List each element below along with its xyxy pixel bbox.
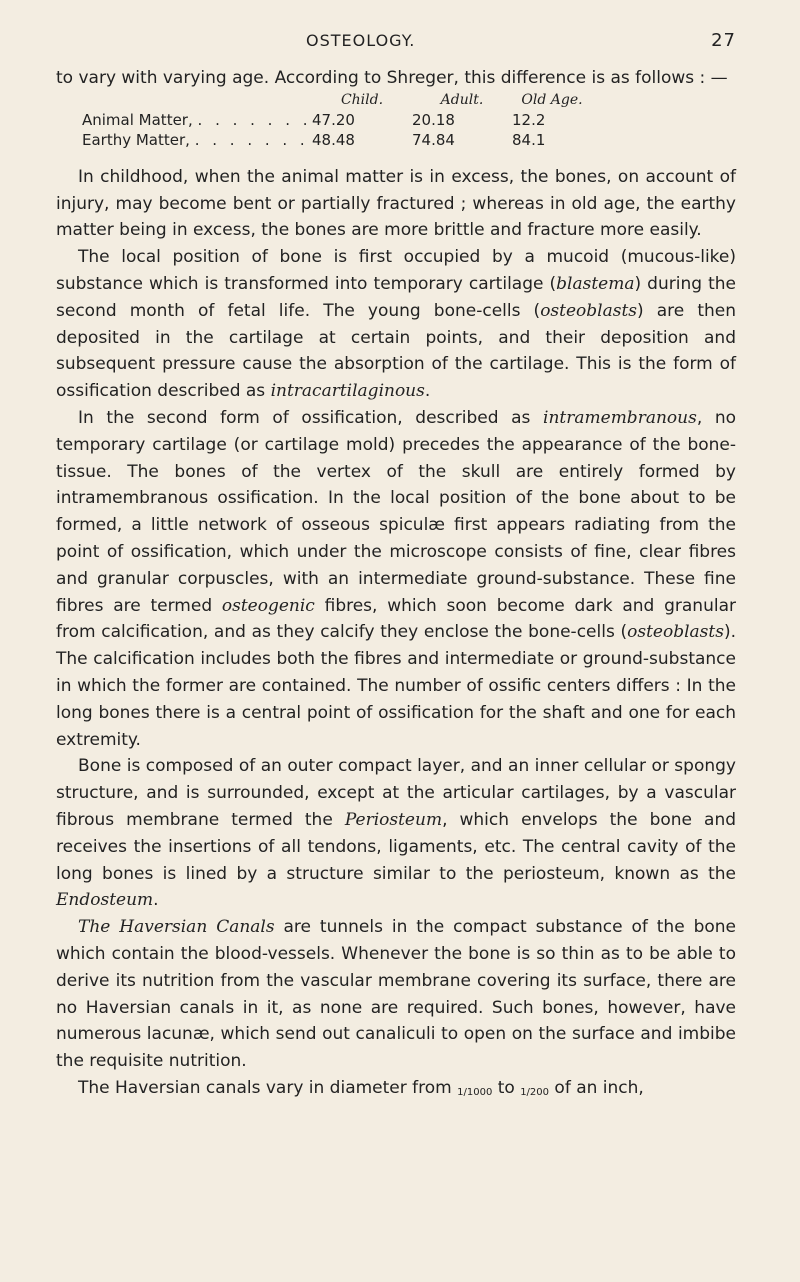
page-number: 27 [711, 30, 736, 51]
term-osteoblasts: osteoblasts [540, 300, 638, 321]
column-header-child: Child. [340, 91, 384, 108]
term-intracartilaginous: intracartilaginous [270, 381, 425, 402]
table-cell: 47.20 [312, 110, 355, 129]
term-haversian-canals: The Haversian Canals [78, 917, 275, 938]
text-run: ) are then deposited in the cartilage at certain points, and their deposition and subsequent pressure cause the absorption of the cartilage. This is the form of ossification described as [56, 300, 736, 402]
term-endosteum: Endosteum [56, 890, 154, 911]
text-run: ). The calcification includes both the fibres and intermediate or ground-substance in which the former are contained. The number of ossific centers differs : In the long bones there is a central point of ossification for the shaft and one for each extremity. [56, 622, 736, 750]
table-corner [82, 92, 312, 110]
table-cell: 12.2 [512, 110, 546, 129]
term-osteoblasts: osteoblasts [627, 622, 724, 643]
text-run: are tunnels in the compact substance of the bone which contain the blood-vessels. Whenever the bone is so thin as to be able to derive its nutrition from the vascular membrane covering its surface, there are no Haversian canals in it, as none are required. Such bones, however, have numerous lacunæ, which send out canaliculi to open on the surface and imbibe the requisite nutrition. [56, 917, 737, 1072]
composition-table [82, 92, 592, 150]
paragraph-haversian-canals [56, 914, 736, 1075]
table-header-row [82, 92, 592, 110]
term-periosteum: Periosteum [344, 809, 443, 830]
text-run: of an inch, [549, 1077, 644, 1098]
running-title: OSTEOLOGY. [306, 31, 416, 50]
text-run: Bone is composed of an outer compact layer, and an inner cellular or spongy structure, and is surrounded, except at the articular cartilages, by a vascular fibrous membrane termed the [56, 756, 736, 830]
table-cell: 84.1 [512, 130, 546, 149]
leader-dots: . . . . . . . [194, 130, 309, 149]
text-run: fibres, which soon become dark and granular from calcification, and as they calcify they enclose the bone-cells ( [56, 595, 736, 643]
term-blastema: blastema [556, 273, 635, 294]
text-run: The local position of bone is first occupied by a mucoid (mucous-like) substance which is transformed into temporary cartilage ( [56, 247, 736, 294]
text-run: . [153, 890, 159, 911]
row-label: Earthy Matter, [82, 130, 190, 149]
column-header-old-age: Old Age. [521, 91, 583, 108]
paragraph-intramembranous [56, 405, 736, 753]
row-label-cell [82, 110, 312, 130]
column-header-adult: Adult. [440, 91, 484, 108]
paragraph-cartilage-ossification [56, 244, 736, 405]
text-run: ) during the second month of fetal life. The young bone-cells ( [56, 273, 736, 321]
paragraph-canal-diameter [56, 1075, 736, 1107]
intro-paragraph: to vary with varying age. According to Shreger, this difference is as follows : — [56, 68, 728, 88]
row-label-cell [82, 130, 312, 150]
table-cell: 20.18 [412, 110, 455, 129]
text-run: to [492, 1077, 521, 1098]
text-run: , no temporary cartilage (or cartilage mold) precedes the appearance of the bone-tissue. The bones of the vertex of the skull are entirely formed by intramembranous ossification. In the local position of the bone about to be formed, a little network of osseous spiculæ first appears radiating from the point of ossification, which under the microscope consists of fine, clear fibres and granular corpuscles, with an intermediate ground-substance. These fine fibres are termed [56, 407, 737, 616]
table-row [82, 110, 592, 130]
leader-dots: . . . . . . . [197, 110, 312, 129]
paragraph-bone-structure [56, 753, 736, 914]
running-header [56, 30, 736, 51]
term-intramembranous: intramembranous [543, 407, 697, 428]
fraction-one-two-hundredth: 1/200 [520, 1086, 550, 1098]
term-osteogenic: osteogenic [221, 595, 315, 616]
text-run: . [424, 381, 431, 402]
table-cell: 74.84 [412, 130, 455, 149]
table-row [82, 130, 592, 150]
text-run: The Haversian canals vary in diameter from [78, 1077, 458, 1098]
text-run: In the second form of ossification, described as [78, 407, 544, 428]
row-label: Animal Matter, [82, 110, 193, 129]
fraction-one-thousandth: 1/1000 [457, 1086, 493, 1098]
table-cell: 48.48 [312, 130, 355, 149]
paragraph-childhood: In childhood, when the animal matter is in excess, the bones, on account of injury, may become bent or partially fractured ; whereas in old age, the earthy matter being in excess, the bones are more brittle and fracture more easily. [56, 166, 736, 241]
text-run: , which envelops the bone and receives the insertions of all tendons, ligaments, etc. The central cavity of the long bones is lined by a structure similar to the periosteum, known as the [56, 809, 737, 884]
